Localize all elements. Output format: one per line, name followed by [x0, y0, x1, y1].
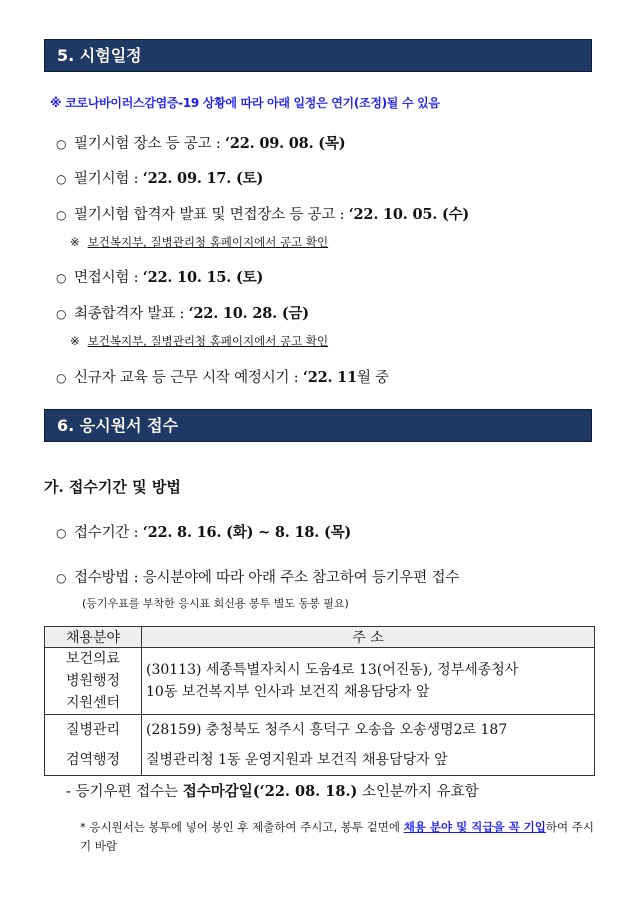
registered-mail-deadline: - 등기우편 접수는 접수마감일(‘22. 08. 18.) 소인분까지 유효함: [66, 783, 479, 800]
covid-notice: ※ 코로나바이러스감염증-19 상황에 따라 아래 일정은 연기(조정)될 수 있음: [50, 96, 440, 110]
table-header-category: 채용분야: [45, 627, 142, 648]
circle-bullet-icon: ○: [56, 271, 67, 285]
method-note: (등기우표를 부착한 응시표 회신용 봉투 별도 동봉 필요): [82, 597, 349, 610]
table-header-address: 주 소: [142, 627, 595, 648]
circle-bullet-icon: ○: [56, 208, 67, 222]
address-table: [44, 626, 595, 776]
table-row: [45, 648, 595, 715]
table-cell-address: (30113) 세종특별자치시 도움4로 13(어진동), 정부세종청사 10동 보건복지부 인사과 보건직 채용담당자 앞: [142, 648, 595, 715]
circle-bullet-icon: ○: [56, 307, 67, 321]
schedule-item-written-exam: ○ 필기시험 : ‘22. 09. 17. (토): [56, 170, 264, 187]
circle-bullet-icon: ○: [56, 137, 67, 151]
circle-bullet-icon: ○: [56, 571, 67, 585]
circle-bullet-icon: ○: [56, 371, 67, 385]
schedule-item-written-result: ○ 필기시험 합격자 발표 및 면접장소 등 공고 : ‘22. 10. 05. (수): [56, 206, 470, 223]
subheading-period-method: 가. 접수기간 및 방법: [44, 478, 181, 496]
table-cell-category: 보건의료 병원행정 지원센터: [45, 648, 142, 715]
application-period: ○ 접수기간 : ‘22. 8. 16. (화) ~ 8. 18. (목): [56, 524, 352, 541]
sub-note: ※ 보건복지부, 질병관리청 홈페이지에서 공고 확인: [70, 235, 329, 249]
schedule-item-final-result: ○ 최종합격자 발표 : ‘22. 10. 28. (금): [56, 305, 309, 322]
table-cell-category: 질병관리 검역행정: [45, 715, 142, 776]
sub-note: ※ 보건복지부, 질병관리청 홈페이지에서 공고 확인: [70, 334, 329, 348]
section-5-header: 5. 시험일정: [44, 39, 592, 72]
schedule-item-written-venue: ○ 필기시험 장소 등 공고 : ‘22. 09. 08. (목): [56, 135, 346, 152]
table-cell-address: (28159) 충청북도 청주시 흥덕구 오송읍 오송생명2로 187 질병관리청 1동 운영지원과 보건직 채용담당자 앞: [142, 715, 595, 776]
section-6-header: 6. 응시원서 접수: [44, 409, 592, 442]
envelope-instruction: * 응시원서는 봉투에 넣어 봉인 후 제출하여 주시고, 봉투 겉면에 채용 분야 및 직급을 꼭 기입하여 주시기 바람: [80, 820, 594, 853]
application-method: ○ 접수방법 : 응시분야에 따라 아래 주소 참고하여 등기우편 접수: [56, 570, 460, 586]
circle-bullet-icon: ○: [56, 172, 67, 186]
table-header-row: [45, 627, 595, 648]
schedule-item-start-work: ○ 신규자 교육 등 근무 시작 예정시기 : ‘22. 11월 중: [56, 369, 389, 386]
circle-bullet-icon: ○: [56, 526, 67, 540]
schedule-item-interview: ○ 면접시험 : ‘22. 10. 15. (토): [56, 269, 264, 286]
table-row: [45, 715, 595, 776]
